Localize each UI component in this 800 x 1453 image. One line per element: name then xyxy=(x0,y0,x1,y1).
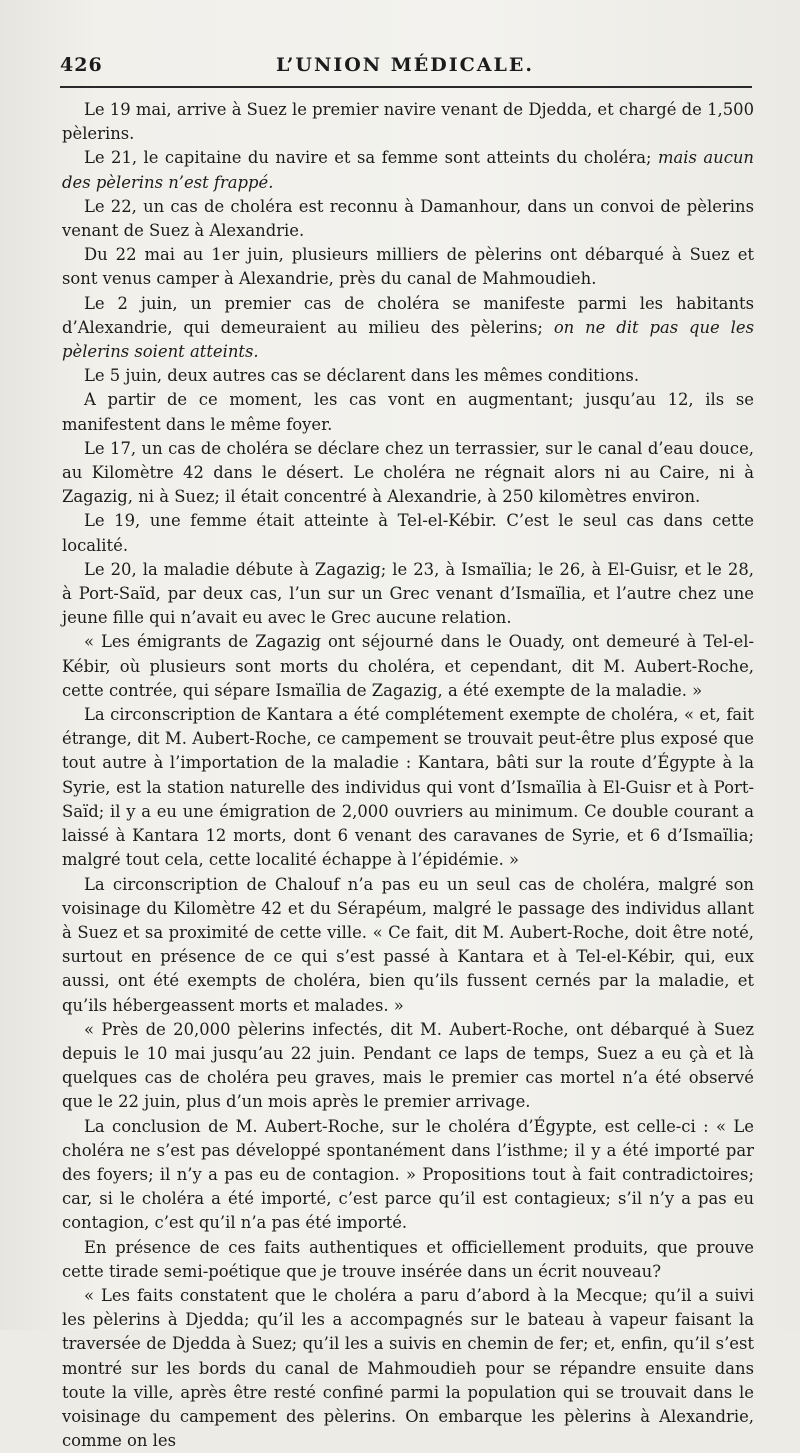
paragraph-text: Le 19 mai, arrive à Suez le premier navire venant de Djedda, et chargé de 1,500 pèlerins. xyxy=(62,100,754,144)
paragraph-text: La circonscription de Chalouf n’a pas eu un seul cas de choléra, malgré son voisinage du Kilomètre 42 et du Sérapéum, malgré le passage des individus allant à Suez et sa proximité de cette ville. « Ce fait, dit M. Aubert-Roche, doit être noté, surtout en présence de ce qui s’est passé à Kantara et à Tel-el-Kébir, qui, eux aussi, ont été exempts de choléra, bien qu’ils fussent cernés par la maladie, et qu’ils hébergeassent morts et malades. » xyxy=(62,874,754,1015)
paragraph xyxy=(62,1284,754,1453)
header-rule xyxy=(60,86,752,88)
paragraph-text: « Les faits constatent que le choléra a paru d’abord à la Mecque; qu’il a suivi les pèlerins à Djedda; qu’il les a accompagnés sur le bateau à vapeur faisant la traversée de Djedda à Suez; qu’il les a suivis en chemin de fer; et, enfin, qu’il s’est montré sur les bords du canal de Mahmoudieh pour se répandre ensuite dans toute la ville, après être resté confiné parmi la population qui se trouvait dans le voisinage du campement des pèlerins. On embarque les pèlerins à Alexandrie, comme on les xyxy=(62,1285,754,1451)
paragraph-text: « Les émigrants de Zagazig ont séjourné dans le Ouady, ont demeuré à Tel-el-Kébir, où plusieurs sont morts du choléra, et cependant, dit M. Aubert-Roche, cette contrée, qui sépare Ismaïlia de Zagazig, a été exempte de la maladie. » xyxy=(62,632,754,700)
paragraph-text: A partir de ce moment, les cas vont en augmentant; jusqu’au 12, ils se manifestent dans le même foyer. xyxy=(62,390,754,434)
paragraph-text: En présence de ces faits authentiques et officiellement produits, que prouve cette tirade semi-poétique que je trouve insérée dans un écrit nouveau? xyxy=(62,1237,754,1281)
paragraph-text: Le 5 juin, deux autres cas se déclarent dans les mêmes conditions. xyxy=(84,366,640,386)
paragraph xyxy=(62,509,754,557)
page-number: 426 xyxy=(60,54,103,76)
paragraph-text: Le 20, la maladie débute à Zagazig; le 23, à Ismaïlia; le 26, à El-Guisr, et le 28, à Port-Saïd, par deux cas, l’un sur un Grec venant d’Ismaïlia, et l’autre chez une jeune fille qui n’avait eu avec le Grec aucune relation. xyxy=(62,559,754,628)
paragraph xyxy=(62,1236,754,1284)
paragraph xyxy=(62,292,754,365)
paragraph xyxy=(62,873,754,1018)
paragraph-text: Le 21, le capitaine du navire et sa femme sont atteints du choléra; xyxy=(84,148,658,168)
paragraph-text: La conclusion de M. Aubert-Roche, sur le choléra d’Égypte, est celle-ci : « Le choléra ne s’est pas développé spontanément dans l’isthme; il y a été importé par des foyers; il n’y a pas eu de contagion. » Propositions tout à fait contradictoires; car, si le choléra a été importé, c’est parce qu’il est contagieux; s’il n’y a pas eu contagion, c’est qu’il n’a pas été importé. xyxy=(62,1116,754,1233)
paragraph xyxy=(62,703,754,872)
paragraph-text: « Près de 20,000 pèlerins infectés, dit M. Aubert-Roche, ont débarqué à Suez depuis le 10 mai jusqu’au 22 juin. Pendant ce laps de temps, Suez a eu çà et là quelques cas de choléra peu graves, mais le premier cas mortel n’a été observé que le 22 juin, plus d’un mois après le premier arrivage. xyxy=(62,1019,754,1112)
paragraph xyxy=(62,558,754,631)
paragraph-text: Le 22, un cas de choléra est reconnu à Damanhour, dans un convoi de pèlerins venant de Suez à Alexandrie. xyxy=(62,196,754,241)
paragraph xyxy=(62,195,754,243)
paragraph xyxy=(62,1018,754,1115)
paragraph xyxy=(62,243,754,291)
paragraph xyxy=(62,388,754,436)
paragraph-italic: mais aucun des pèlerins n’est frappé. xyxy=(62,148,754,192)
paragraph xyxy=(62,630,754,703)
paragraph-text: La circonscription de Kantara a été complétement exempte de choléra, « et, fait étrange, dit M. Aubert-Roche, ce campement se trouvait peut-être plus exposé que tout autre à l’importation de la maladie : Kantara, bâti sur la route d’Égypte à la Syrie, est la station naturelle des individus qui vont d’Ismaïlia à El-Guisr et à Port-Saïd; il y a eu une émigration de 2,000 ouvriers au minimum. Ce double courant a laissé à Kantara 12 morts, dont 6 venant des caravanes de Syrie, et 6 d’Ismaïlia; malgré tout cela, cette localité échappe à l’épidémie. » xyxy=(62,705,754,870)
paragraph xyxy=(62,146,754,194)
paragraph-text: Le 2 juin, un premier cas de choléra se manifeste parmi les habitants d’Alexandrie, qui demeuraient au milieu des pèlerins; xyxy=(62,293,754,337)
paragraph-text: Le 17, un cas de choléra se déclare chez un terrassier, sur le canal d’eau douce, au Kilomètre 42 dans le désert. Le choléra ne régnait alors ni au Caire, ni à Zagazig, ni à Suez; il était concentré à Alexandrie, à 250 kilomètres environ. xyxy=(62,438,754,507)
body-text xyxy=(62,98,754,1453)
paragraph xyxy=(62,98,754,146)
paragraph xyxy=(62,364,754,388)
paragraph-text: Le 19, une femme était atteinte à Tel-el-Kébir. C’est le seul cas dans cette localité. xyxy=(62,511,754,555)
page-header xyxy=(60,50,750,80)
running-title: L’UNION MÉDICALE. xyxy=(276,54,534,76)
paragraph-italic: on ne dit pas que les pèlerins soient atteints. xyxy=(62,317,754,362)
paragraph xyxy=(62,437,754,510)
paragraph xyxy=(62,1115,754,1236)
paragraph-text: Du 22 mai au 1er juin, plusieurs milliers de pèlerins ont débarqué à Suez et sont venus camper à Alexandrie, près du canal de Mahmoudieh. xyxy=(62,245,754,289)
